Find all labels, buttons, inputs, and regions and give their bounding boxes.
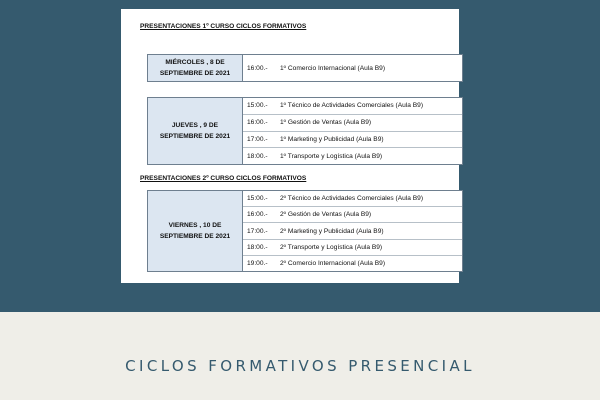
- row-time: 18:00.-: [247, 152, 268, 160]
- row-label: 2º Transporte y Logística (Aula B9): [280, 243, 383, 251]
- schedule-rows: [243, 191, 462, 271]
- schedule-block-thursday: [147, 97, 463, 165]
- table-row: [243, 223, 462, 239]
- day-line-2: SEPTIEMBRE DE 2021: [159, 70, 231, 77]
- row-label: 1º Gestión de Ventas (Aula B9): [280, 119, 372, 127]
- row-time: 17:00.-: [247, 135, 268, 143]
- day-cell: [148, 191, 243, 271]
- table-row: [243, 115, 462, 132]
- row-time: 16:00.-: [247, 64, 268, 72]
- row-label: 1º Transporte y Logística (Aula B9): [280, 152, 383, 160]
- row-label: 2º Marketing y Publicidad (Aula B9): [280, 227, 384, 235]
- row-label: 2º Gestión de Ventas (Aula B9): [280, 211, 372, 219]
- day-line-1: JUEVES , 9 DE: [171, 122, 219, 129]
- row-time: 15:00.-: [247, 102, 268, 110]
- schedule-document: [121, 9, 459, 283]
- row-label: 1º Marketing y Publicidad (Aula B9): [280, 135, 384, 143]
- footer-title: CICLOS FORMATIVOS PRESENCIAL: [125, 357, 475, 375]
- table-row: [243, 240, 462, 256]
- day-cell: [148, 98, 243, 164]
- day-line-1: VIERNES , 10 DE: [168, 222, 222, 229]
- table-row: [243, 256, 462, 271]
- section-title-2: PRESENTACIONES 2º CURSO CICLOS FORMATIVOS: [140, 175, 307, 182]
- row-time: 18:00.-: [247, 243, 268, 251]
- row-label: 1º Comercio Internacional (Aula B9): [280, 64, 386, 72]
- row-time: 19:00.-: [247, 259, 268, 267]
- schedule-block-friday: [147, 190, 463, 272]
- table-row: [243, 55, 462, 81]
- table-row: [243, 148, 462, 164]
- day-line-2: SEPTIEMBRE DE 2021: [159, 233, 231, 240]
- table-row: [243, 207, 462, 223]
- row-time: 15:00.-: [247, 195, 268, 203]
- schedule-block-wednesday: [147, 54, 463, 82]
- table-row: [243, 132, 462, 149]
- day-cell: [148, 55, 243, 81]
- schedule-rows: [243, 55, 462, 81]
- schedule-rows: [243, 98, 462, 164]
- row-label: 2º Técnico de Actividades Comerciales (Aula B9): [280, 195, 424, 203]
- row-time: 16:00.-: [247, 211, 268, 219]
- row-label: 1º Técnico de Actividades Comerciales (Aula B9): [280, 102, 424, 110]
- table-row: [243, 98, 462, 115]
- row-time: 17:00.-: [247, 227, 268, 235]
- row-time: 16:00.-: [247, 119, 268, 127]
- day-line-1: MIÉRCOLES , 8 DE: [165, 59, 225, 66]
- section-title-1: PRESENTACIONES 1º CURSO CICLOS FORMATIVOS: [140, 23, 307, 30]
- table-row: [243, 191, 462, 207]
- day-line-2: SEPTIEMBRE DE 2021: [159, 133, 231, 140]
- row-label: 2º Comercio Internacional (Aula B9): [280, 259, 386, 267]
